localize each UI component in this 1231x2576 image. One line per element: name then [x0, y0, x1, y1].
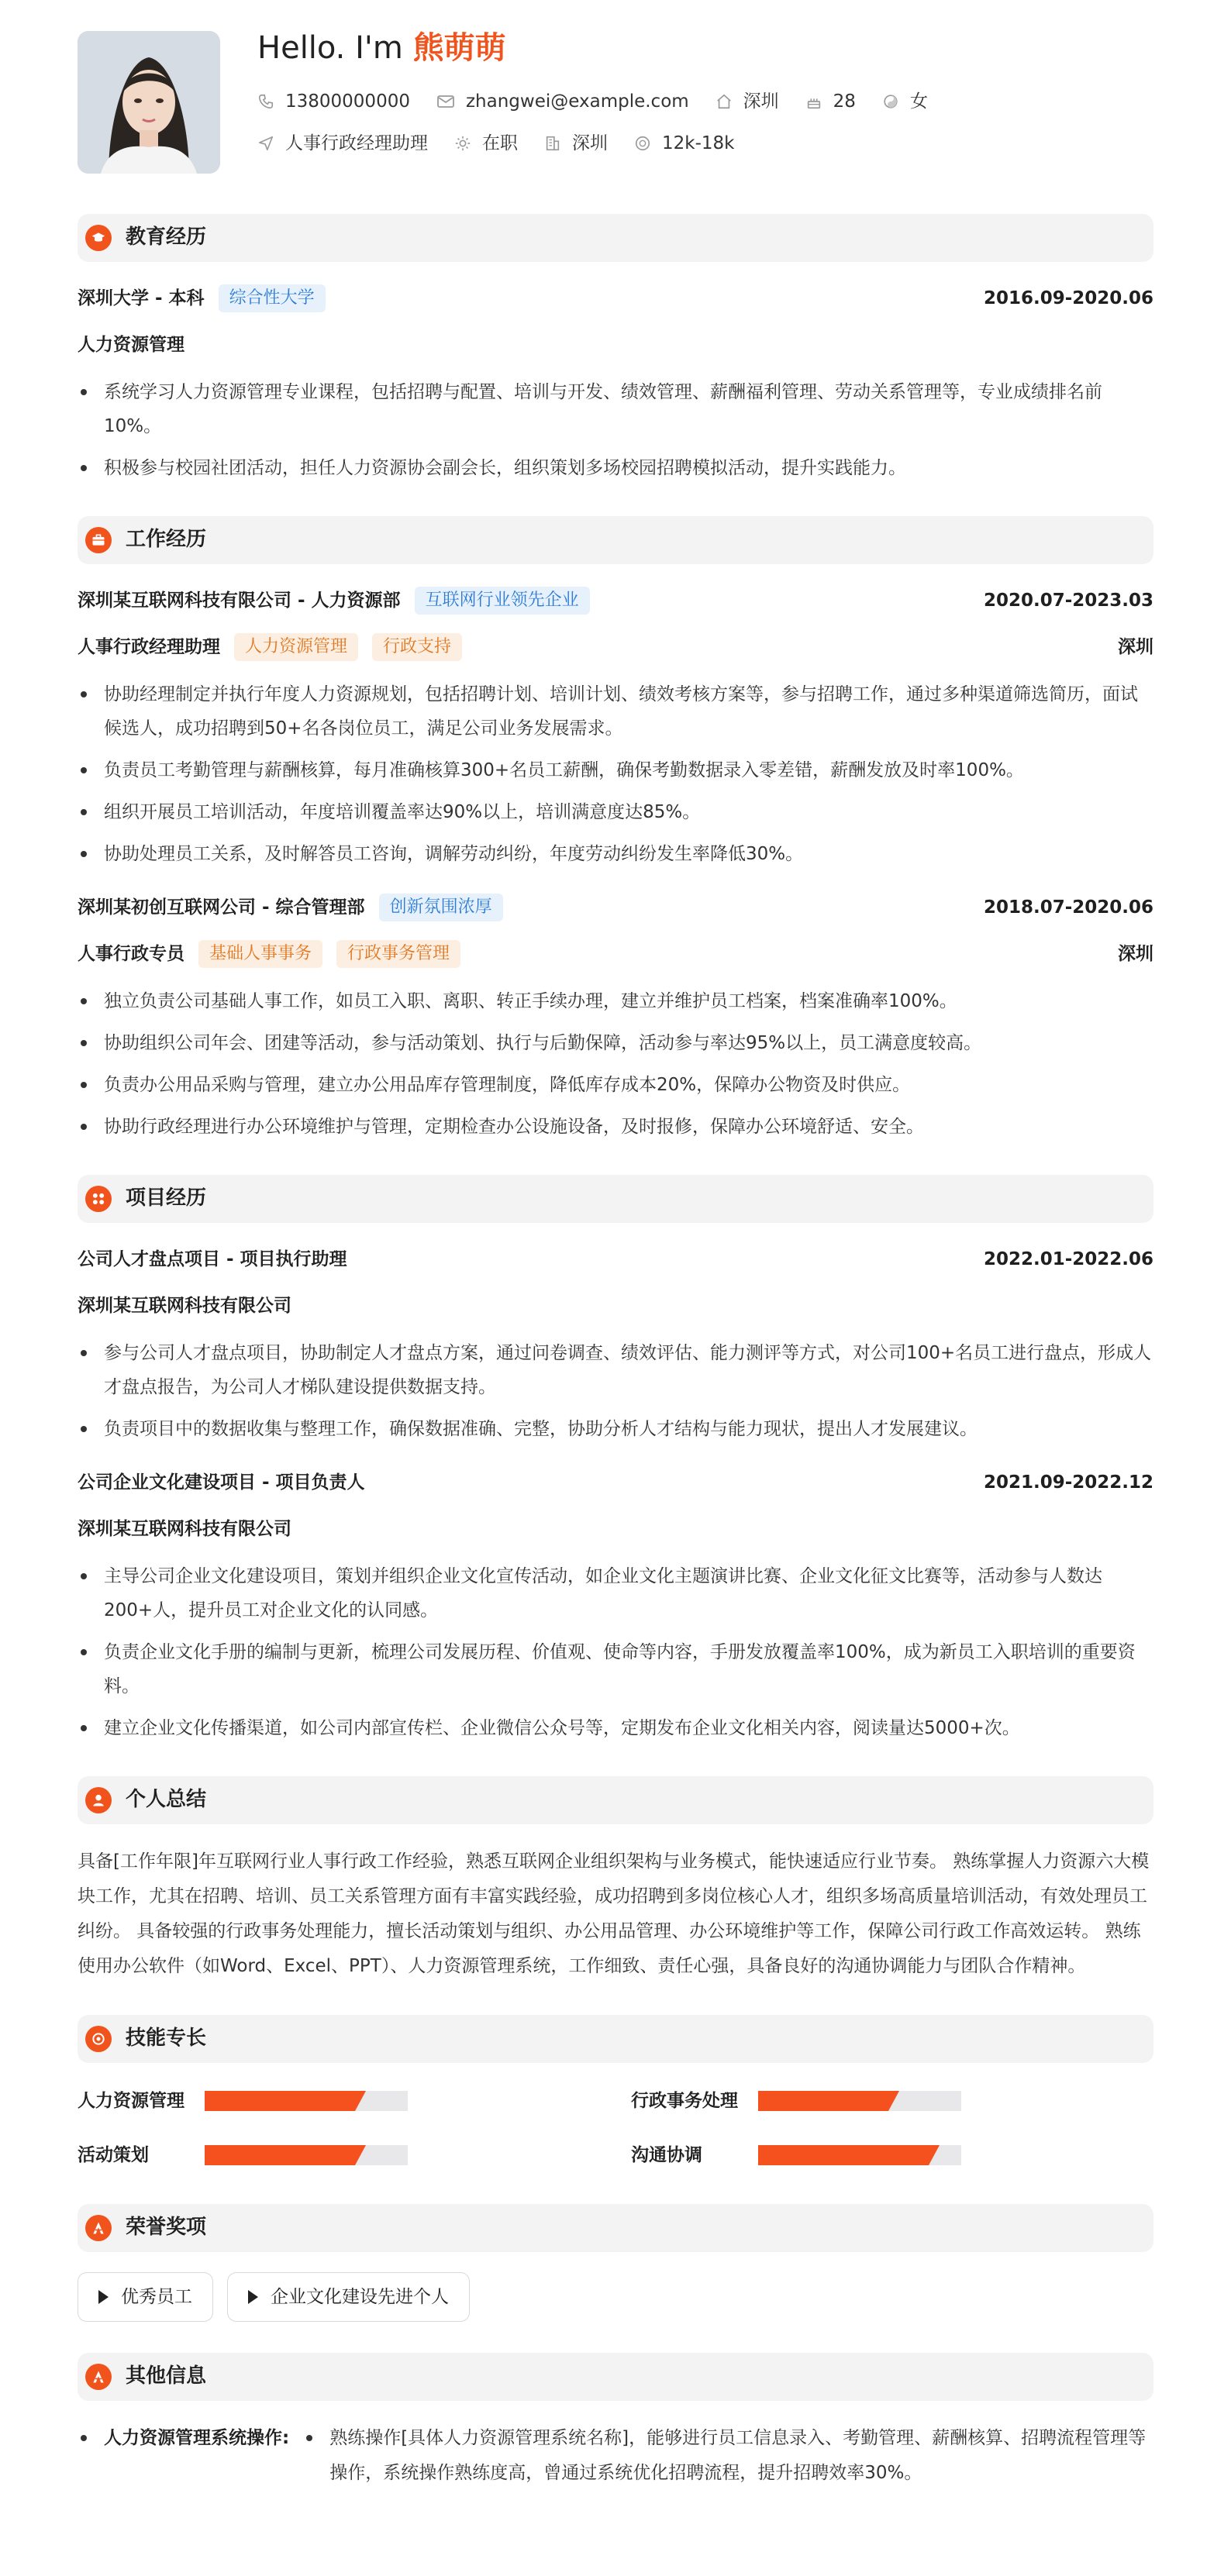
list-item: 协助行政经理进行办公环境维护与管理，定期检查办公设施设备，及时报修，保障办公环境舒适、安全。: [78, 1110, 1153, 1144]
project-date: 2022.01-2022.06: [983, 1248, 1153, 1269]
list-item: 负责员工考勤管理与薪酬核算，每月准确核算300+名员工薪酬，确保考勤数据录入零差错，薪酬发放及时率100%。: [78, 753, 1153, 787]
other-label: 人力资源管理系统操作:: [78, 2421, 289, 2491]
other-title: 其他信息: [126, 2364, 207, 2388]
position-tag: 行政支持: [372, 633, 462, 661]
status-value: 在职: [482, 133, 518, 153]
position-name: 人事行政经理助理: [78, 636, 220, 657]
graduation-cap-icon: [85, 225, 112, 251]
honor-badge: [227, 2272, 470, 2322]
work-location: 深圳: [1118, 943, 1153, 964]
project-name: 公司企业文化建设项目 - 项目负责人: [78, 1472, 365, 1493]
list-item: 组织开展员工培训活动，年度培训覆盖率达90%以上，培训满意度达85%。: [78, 795, 1153, 829]
skills-title: 技能专长: [126, 2027, 207, 2051]
mail-icon: [436, 93, 455, 110]
play-triangle-icon: [98, 2290, 109, 2304]
project-org: 深圳某互联网科技有限公司: [78, 1518, 291, 1539]
list-item: 协助经理制定并执行年度人力资源规划，包括招聘计划、培训计划、绩效考核方案等，参与招聘工作，通过多种渠道筛选简历，面试候选人，成功招聘到50+名各岗位员工，满足公司业务发展需求。: [78, 677, 1153, 746]
work-header: [78, 516, 1153, 564]
work-city-value: 深圳: [572, 133, 608, 153]
award-icon: [85, 2215, 112, 2241]
briefcase-icon: [85, 527, 112, 553]
other-item: [78, 2421, 1153, 2491]
other-text: 熟练操作[具体人力资源管理系统名称]，能够进行员工信息录入、考勤管理、薪酬核算、招聘流程管理等操作，系统操作熟练度高，曾通过系统优化招聘流程，提升招聘效率30%。: [306, 2421, 1153, 2491]
school-name: 深圳大学 - 本科: [78, 288, 205, 308]
project-entry: [78, 1243, 1153, 1446]
salary-value: 12k-18k: [662, 133, 735, 153]
project-date: 2021.09-2022.12: [983, 1472, 1153, 1493]
skill-fill: [758, 2145, 929, 2165]
skill-fill: [205, 2091, 355, 2111]
skills-header: [78, 2015, 1153, 2063]
major-name: 人力资源管理: [78, 334, 184, 355]
honors-section: [78, 2204, 1153, 2322]
work-location: 深圳: [1118, 636, 1153, 657]
greeting-text: Hello. I'm: [257, 30, 413, 66]
contact-row: [257, 88, 954, 115]
target-icon: [85, 2026, 112, 2052]
position-name: 人事行政专员: [78, 943, 184, 964]
building-icon: [544, 135, 561, 152]
skill-name: 活动策划: [78, 2144, 149, 2165]
school-tag: 综合性大学: [219, 284, 326, 312]
honor-badge: [78, 2272, 213, 2322]
position-tag: 行政事务管理: [336, 940, 460, 968]
projects-header: [78, 1175, 1153, 1223]
list-item: 负责办公用品采购与管理，建立办公用品库存管理制度，降低库存成本20%，保障办公物资及时供应。: [78, 1068, 1153, 1102]
skill-item: [631, 2137, 1153, 2173]
skill-name: 行政事务处理: [631, 2090, 738, 2111]
skill-item: [631, 2083, 1153, 2119]
skill-fill: [758, 2091, 888, 2111]
skill-bar: [205, 2145, 408, 2165]
coin-icon: [634, 135, 651, 152]
work-date: 2020.07-2023.03: [983, 590, 1153, 611]
phone-icon: [257, 93, 274, 110]
company-name: 深圳某互联网科技有限公司 - 人力资源部: [78, 590, 401, 611]
avatar-portrait: [78, 31, 220, 174]
list-item: 协助处理员工关系，及时解答员工咨询，调解劳动纠纷，年度劳动纠纷发生率降低30%。: [78, 837, 1153, 871]
age-value: 28: [833, 91, 856, 112]
list-item: 主导公司企业文化建设项目，策划并组织企业文化宣传活动，如企业文化主题演讲比赛、企业文化征文比赛等，活动参与人数达200+人，提升员工对企业文化的认同感。: [78, 1559, 1153, 1627]
skill-item: [78, 2083, 600, 2119]
position-tag: 基础人事事务: [198, 940, 322, 968]
work-entry: [78, 584, 1153, 871]
resume-header: [78, 28, 1153, 174]
honor-label: 企业文化建设先进个人: [271, 2286, 449, 2307]
education-date: 2016.09-2020.06: [983, 288, 1153, 308]
honors-list: [78, 2272, 1153, 2322]
job-target-value: 人事行政经理助理: [285, 133, 428, 153]
project-name: 公司人才盘点项目 - 项目执行助理: [78, 1248, 347, 1269]
company-name: 深圳某初创互联网公司 - 综合管理部: [78, 897, 365, 918]
work-section: [78, 516, 1153, 1144]
skills-grid: [78, 2083, 1153, 2173]
list-item: 建立企业文化传播渠道，如公司内部宣传栏、企业微信公众号等，定期发布企业文化相关内容，阅读量达5000+次。: [78, 1711, 1153, 1745]
summary-header: [78, 1776, 1153, 1824]
award-icon: [85, 2364, 112, 2390]
skill-bar: [758, 2091, 961, 2111]
project-entry: [78, 1466, 1153, 1745]
skill-name: 沟通协调: [631, 2144, 702, 2165]
education-header: [78, 214, 1153, 262]
list-item: 负责企业文化手册的编制与更新，梳理公司发展历程、价值观、使命等内容，手册发放覆盖率100%，成为新员工入职培训的重要资料。: [78, 1635, 1153, 1703]
list-item: 系统学习人力资源管理专业课程，包括招聘与配置、培训与开发、绩效管理、薪酬福利管理、劳动关系管理等，专业成绩排名前10%。: [78, 375, 1153, 443]
skill-fill: [205, 2145, 355, 2165]
avatar: [78, 31, 220, 174]
city-value: 深圳: [743, 91, 779, 112]
honor-label: 优秀员工: [121, 2286, 192, 2307]
education-section: [78, 214, 1153, 485]
play-triangle-icon: [248, 2290, 258, 2304]
projects-title: 项目经历: [126, 1186, 207, 1211]
other-section: [78, 2353, 1153, 2491]
list-item: 负责项目中的数据收集与整理工作，确保数据准确、完整，协助分析人才结构与能力现状，提出人才发展建议。: [78, 1412, 1153, 1446]
education-entry: [78, 282, 1153, 485]
company-tag: 互联网行业领先企业: [415, 587, 590, 615]
education-title: 教育经历: [126, 226, 207, 250]
send-icon: [257, 135, 274, 152]
skill-item: [78, 2137, 600, 2173]
skill-name: 人力资源管理: [78, 2090, 184, 2111]
work-date: 2018.07-2020.06: [983, 897, 1153, 918]
gender-icon: [882, 93, 899, 110]
list-item: 协助组织公司年会、团建等活动，参与活动策划、执行与后勤保障，活动参与率达95%以上，员工满意度较高。: [78, 1026, 1153, 1060]
project-org: 深圳某互联网科技有限公司: [78, 1295, 291, 1316]
honors-header: [78, 2204, 1153, 2252]
summary-title: 个人总结: [126, 1788, 207, 1812]
skill-bar: [758, 2145, 961, 2165]
greeting-line: [257, 28, 954, 68]
skills-section: [78, 2015, 1153, 2173]
position-tag: 人力资源管理: [234, 633, 358, 661]
summary-text: 具备[工作年限]年互联网行业人事行政工作经验，熟悉互联网企业组织架构与业务模式，能快速适应行业节奏。 熟练掌握人力资源六大模块工作，尤其在招聘、培训、员工关系管理方面有丰富实践经验，成功招聘到多岗位核心人才，组织多场高质量培训活动，有效处理员工纠纷。 具备较强的行政事务处理能力，擅长活动策划与组织、办公用品管理、办公环境维护等工作，保障公司行政工作高效运转。 熟练使用办公软件（如Word、Excel、PPT）、人力资源管理系统，工作细致、责任心强，具备良好的沟通协调能力与团队合作精神。: [78, 1851, 1150, 1976]
list-item: 独立负责公司基础人事工作，如员工入职、离职、转正手续办理，建立并维护员工档案，档案准确率100%。: [78, 984, 1153, 1018]
status-icon: [454, 135, 471, 152]
summary-section: [78, 1776, 1153, 1984]
phone-value: 13800000000: [285, 91, 410, 112]
person-icon: [85, 1787, 112, 1813]
home-icon: [715, 93, 733, 110]
other-header: [78, 2353, 1153, 2401]
list-item: 参与公司人才盘点项目，协助制定人才盘点方案，通过问卷调查、绩效评估、能力测评等方式，对公司100+名员工进行盘点，形成人才盘点报告，为公司人才梯队建设提供数据支持。: [78, 1336, 1153, 1404]
projects-section: [78, 1175, 1153, 1745]
skill-bar: [205, 2091, 408, 2111]
work-title: 工作经历: [126, 528, 207, 552]
age-icon: [805, 93, 822, 110]
work-entry: [78, 891, 1153, 1144]
company-tag: 创新氛围浓厚: [379, 894, 503, 921]
list-item: 积极参与校园社团活动，担任人力资源协会副会长，组织策划多场校园招聘模拟活动，提升实践能力。: [78, 451, 1153, 485]
grid-icon: [85, 1186, 112, 1212]
email-value: zhangwei@example.com: [465, 91, 689, 112]
honors-title: 荣誉奖项: [126, 2216, 207, 2240]
candidate-name: 熊萌萌: [412, 30, 506, 66]
job-row: [257, 130, 954, 157]
gender-value: 女: [909, 91, 928, 112]
